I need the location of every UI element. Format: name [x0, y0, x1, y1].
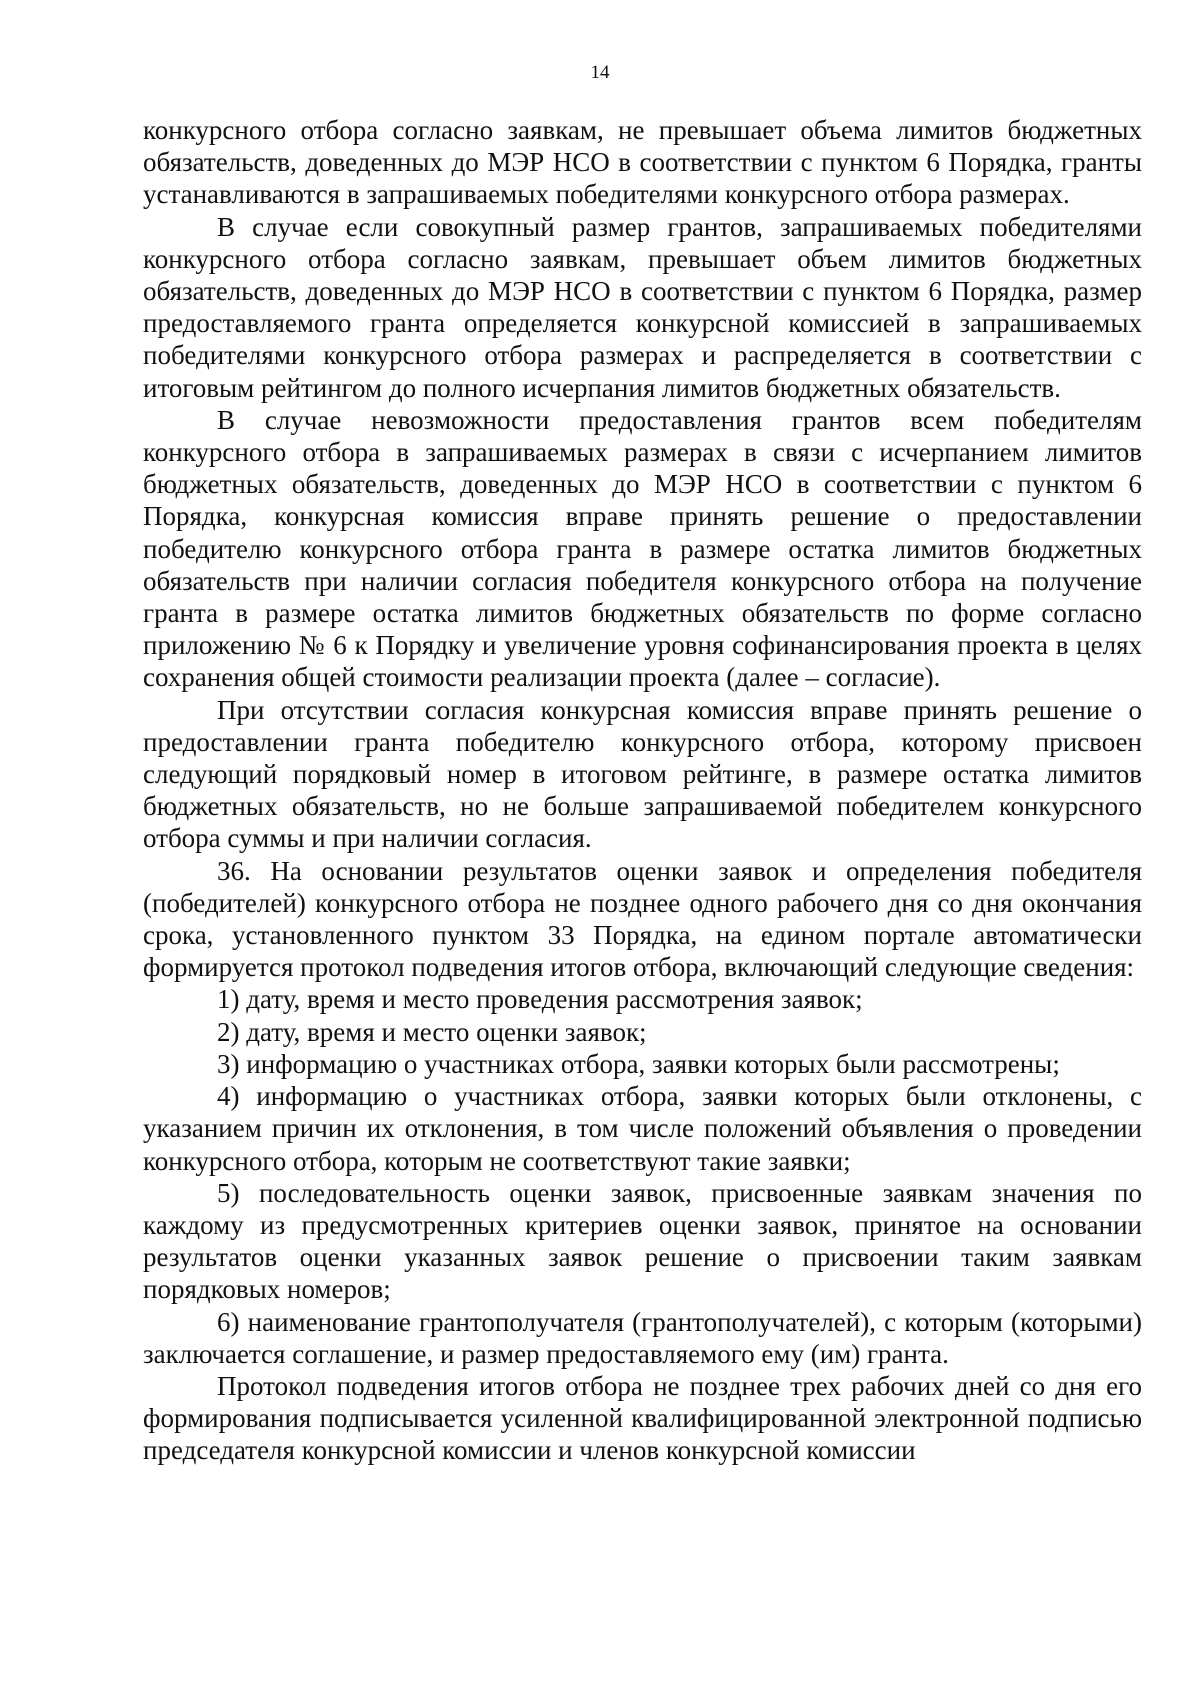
- list-item-6: 6) наименование грантополучателя (грантополучателей), с которым (которыми) заключается соглашение, и размер предоставляемого ему (им) гранта.: [143, 1306, 1142, 1369]
- paragraph-grant-limit-exceeded: В случае если совокупный размер грантов, запрашиваемых победителями конкурсного отбора согласно заявкам, превышает объем лимитов бюджетных обязательств, доведенных до МЭР НСО в соответствии с пунктом 6 Порядка, размер предоставляемого гранта определяется конкурсной комиссией в запрашиваемых победителями конкурсного отбора размерах и распределяется в соответствии с итоговым рейтингом до полного исчерпания лимитов бюджетных обязательств.: [143, 211, 1142, 403]
- list-item-2: 2) дату, время и место оценки заявок;: [217, 1016, 647, 1047]
- document-body: [143, 114, 1142, 1467]
- paragraph-continuation: конкурсного отбора согласно заявкам, не превышает объема лимитов бюджетных обязательств, доведенных до МЭР НСО в соответствии с пунктом 6 Порядка, гранты устанавливаются в запрашиваемых победителями конкурсного отбора размерах.: [143, 115, 1142, 210]
- list-item-1: 1) дату, время и место проведения рассмотрения заявок;: [217, 984, 863, 1015]
- list-item-4: 4) информацию о участниках отбора, заявки которых были отклонены, с указанием причин их отклонения, в том числе положений объявления о проведении конкурсного отбора, которым не соответствуют такие заявки;: [143, 1081, 1142, 1176]
- page-number: 14: [590, 62, 610, 83]
- paragraph-no-consent: При отсутствии согласия конкурсная комиссия вправе принять решение о предоставлении гранта победителю конкурсного отбора, которому присвоен следующий порядковый номер в итоговом рейтинге, в размере остатка лимитов бюджетных обязательств, но не больше запрашиваемой победителем конкурсного отбора суммы и при наличии согласия.: [143, 694, 1142, 854]
- paragraph-grant-impossibility: В случае невозможности предоставления грантов всем победителям конкурсного отбора в запрашиваемых размерах в связи с исчерпанием лимитов бюджетных обязательств, доведенных до МЭР НСО в соответствии с пунктом 6 Порядка, конкурсная комиссия вправе принять решение о предоставлении победителю конкурсного отбора гранта в размере остатка лимитов бюджетных обязательств при наличии согласия победителя конкурсного отбора на получение гранта в размере остатка лимитов бюджетных обязательств по форме согласно приложению № 6 к Порядку и увеличение уровня софинансирования проекта в целях сохранения общей стоимости реализации проекта (далее – согласие).: [143, 404, 1142, 693]
- paragraph-item-36: 36. На основании результатов оценки заявок и определения победителя (победителей) конкурсного отбора не позднее одного рабочего дня со дня окончания срока, установленного пунктом 33 Порядка, на едином портале автоматически формируется протокол подведения итогов отбора, включающий следующие сведения:: [143, 855, 1142, 983]
- list-item-5: 5) последовательность оценки заявок, присвоенные заявкам значения по каждому из предусмотренных критериев оценки заявок, принятое на основании результатов оценки указанных заявок решение о присвоении таким заявкам порядковых номеров;: [143, 1177, 1142, 1305]
- list-item-3: 3) информацию о участниках отбора, заявки которых были рассмотрены;: [217, 1048, 1060, 1079]
- paragraph-protocol-signing: Протокол подведения итогов отбора не позднее трех рабочих дней со дня его формирования подписывается усиленной квалифицированной электронной подписью председателя конкурсной комиссии и членов конкурсной комиссии: [143, 1370, 1142, 1466]
